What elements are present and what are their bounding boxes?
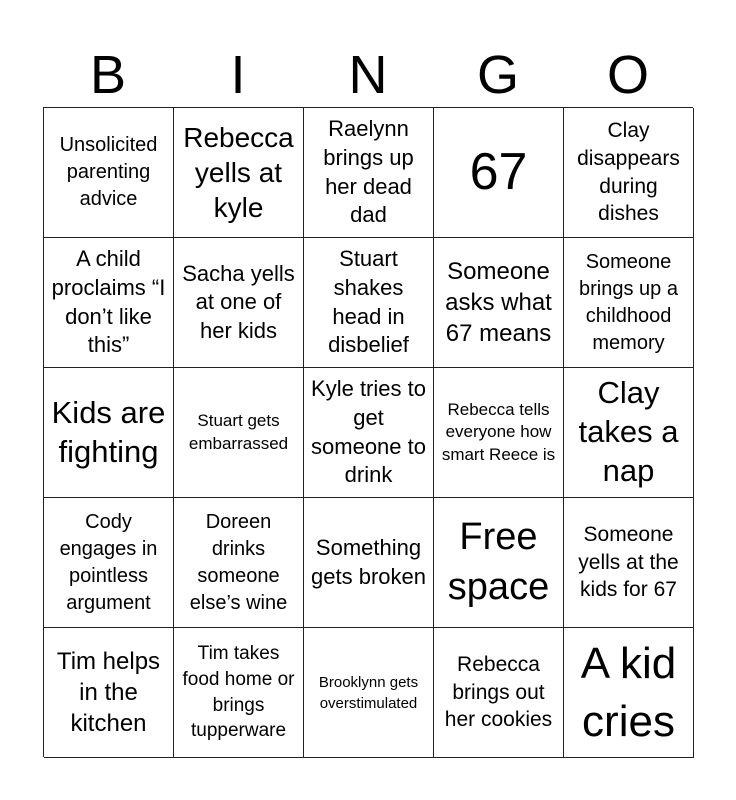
bingo-cell-text: Cody engages in pointless argument	[59, 510, 158, 614]
bingo-cell-text: Kids are fighting	[51, 394, 166, 469]
bingo-cell[interactable]	[304, 498, 434, 628]
bingo-cell-text: Clay disappears during dishes	[577, 119, 680, 226]
bingo-cell[interactable]	[564, 108, 694, 238]
header-letter-g: G	[476, 45, 519, 105]
bingo-cell[interactable]	[564, 368, 694, 498]
bingo-cell[interactable]	[304, 108, 434, 238]
bingo-cell[interactable]	[174, 108, 304, 238]
bingo-cell[interactable]	[174, 498, 304, 628]
bingo-cell-text: A kid cries	[580, 639, 677, 746]
bingo-cell[interactable]	[44, 498, 174, 628]
bingo-cell[interactable]	[564, 628, 694, 758]
bingo-cell[interactable]	[174, 628, 304, 758]
bingo-header	[43, 44, 693, 106]
bingo-cell-text: Rebecca tells everyone how smart Reece is	[441, 399, 556, 464]
bingo-cell[interactable]	[304, 238, 434, 368]
bingo-cell[interactable]	[564, 498, 694, 628]
header-letter-o: O	[606, 45, 649, 105]
bingo-cell-text: Kyle tries to get someone to drink	[311, 376, 426, 488]
bingo-cell[interactable]	[304, 368, 434, 498]
bingo-cell-text: Free space	[447, 516, 550, 608]
bingo-cell-text: Tim takes food home or brings tupperware	[182, 643, 295, 742]
bingo-cell[interactable]	[44, 238, 174, 368]
header-letter-i: I	[230, 45, 246, 105]
header-letter-b: B	[89, 45, 127, 105]
bingo-cell-text: Clay takes a nap	[578, 375, 679, 488]
bingo-cell-text: A child proclaims “I don’t like this”	[51, 246, 166, 358]
bingo-cell-text: Sacha yells at one of her kids	[182, 260, 295, 343]
bingo-cell[interactable]	[174, 238, 304, 368]
bingo-cell[interactable]	[44, 108, 174, 238]
bingo-cell[interactable]	[434, 628, 564, 758]
bingo-cell-text: Someone asks what 67 means	[445, 257, 552, 348]
bingo-cell-text: Something gets broken	[311, 534, 426, 589]
bingo-cell-text: Unsolicited parenting advice	[59, 134, 158, 210]
bingo-cell-text: 67	[469, 142, 528, 201]
bingo-cell[interactable]	[174, 368, 304, 498]
bingo-cell[interactable]	[44, 368, 174, 498]
bingo-cell-text: Rebecca yells at kyle	[183, 122, 294, 223]
bingo-cell-text: Stuart gets embarrassed	[188, 411, 289, 453]
bingo-card	[43, 107, 693, 757]
bingo-cell-text: Raelynn brings up her dead dad	[323, 116, 414, 228]
bingo-cell-text: Stuart shakes head in disbelief	[328, 246, 409, 358]
bingo-cell[interactable]	[44, 628, 174, 758]
bingo-cell[interactable]	[564, 238, 694, 368]
header-letter-n: N	[348, 45, 388, 105]
bingo-cell-text: Someone yells at the kids for 67	[578, 522, 679, 602]
bingo-cell-text: Tim helps in the kitchen	[56, 647, 161, 738]
bingo-cell-text: Rebecca brings out her cookies	[444, 652, 553, 732]
bingo-cell[interactable]	[434, 238, 564, 368]
bingo-cell-text: Someone brings up a childhood memory	[579, 250, 678, 354]
bingo-cell[interactable]	[434, 368, 564, 498]
bingo-cell[interactable]	[434, 108, 564, 238]
bingo-cell-text: Doreen drinks someone else’s wine	[189, 510, 288, 614]
bingo-cell[interactable]	[434, 498, 564, 628]
bingo-cell-text: Brooklynn gets overstimulated	[318, 673, 419, 712]
bingo-cell[interactable]	[304, 628, 434, 758]
